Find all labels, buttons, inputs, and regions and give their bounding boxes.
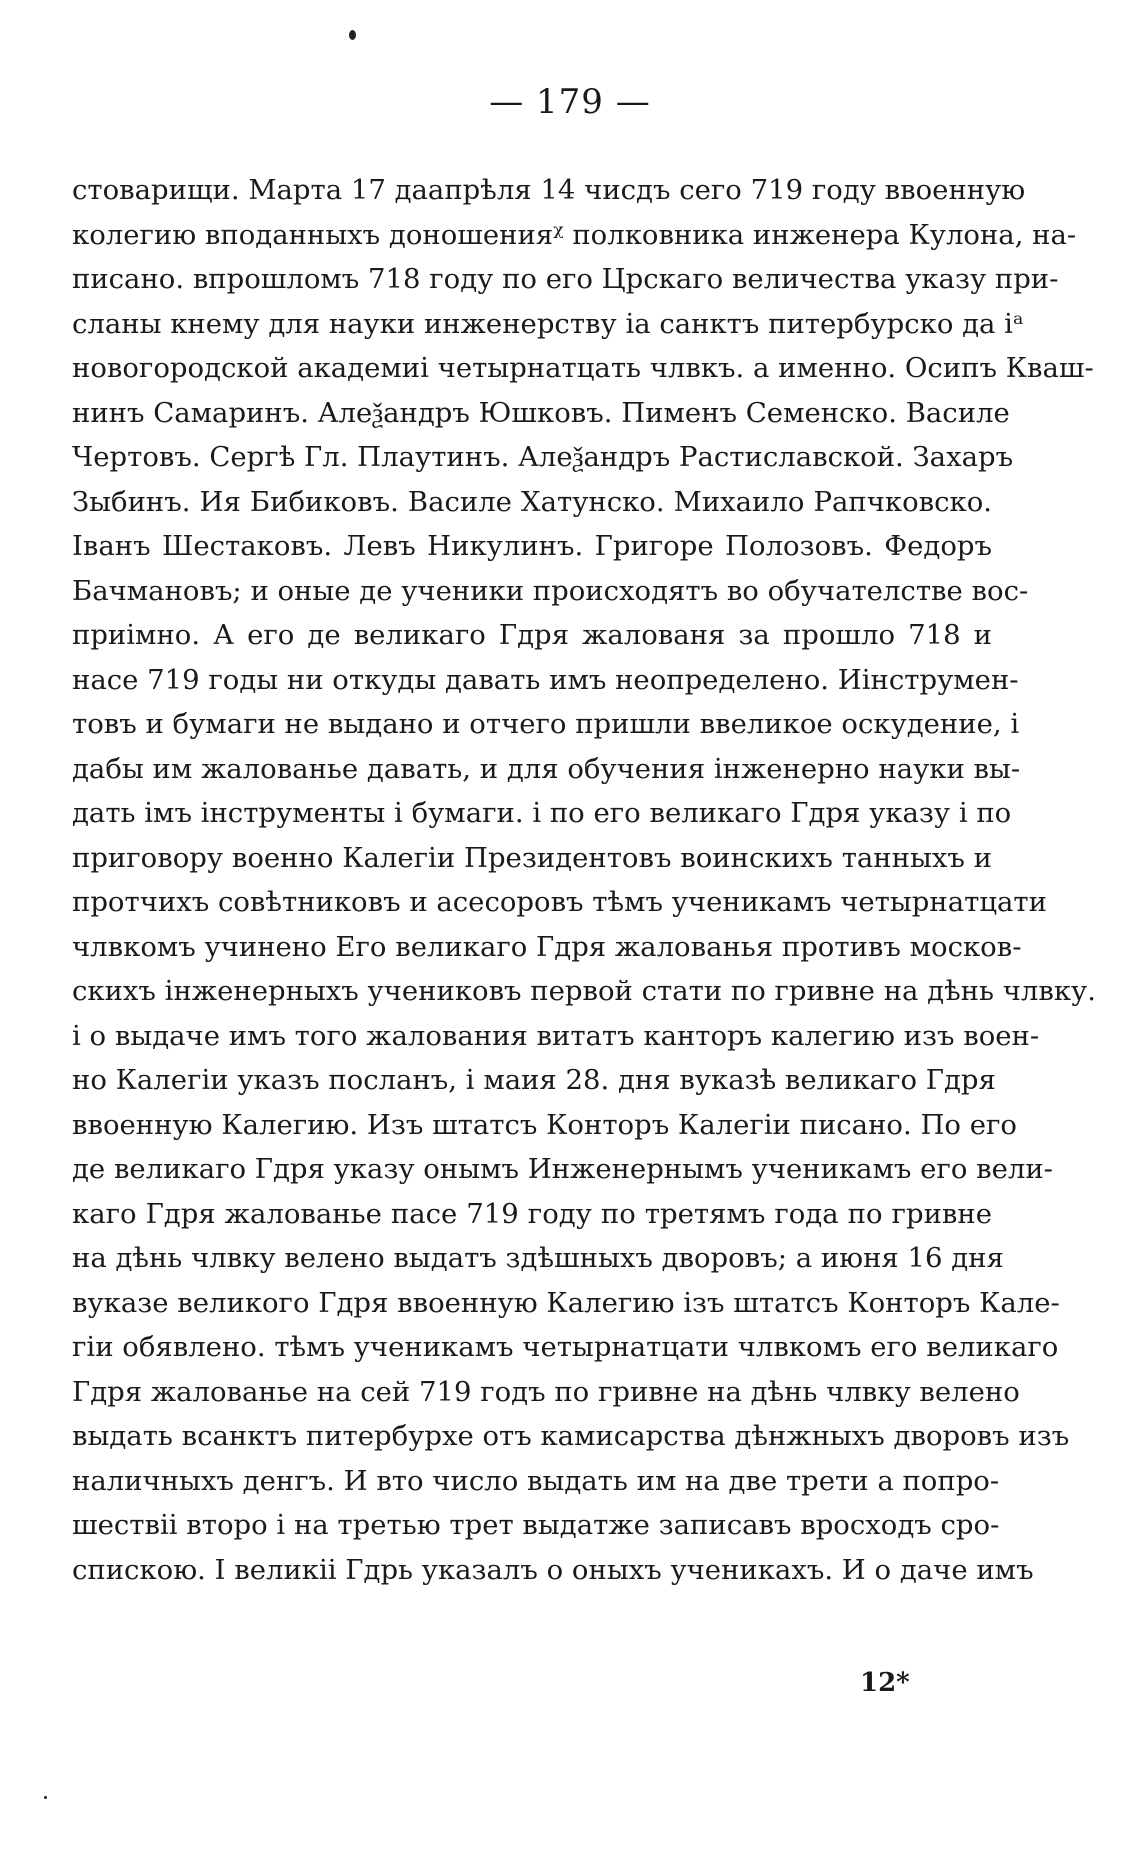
text-line: нинъ Самаринъ. Алеѯандръ Юшковъ. Пименъ Семенско. Василе — [72, 396, 1010, 429]
text-line: Гдря жалованье на сей 719 годъ по гривне на дѣнь члвку велено — [72, 1375, 1020, 1408]
text-line: насе 719 годы ни откуды давать имъ неопределено. Иiнструмен- — [72, 663, 1019, 696]
signature-mark: 12* — [860, 1668, 910, 1698]
text-line: Зыбинъ. Ия Бибиковъ. Василе Хатунско. Михаило Рапчковско. — [72, 485, 992, 518]
text-line: i о выдаче имъ того жалования витатъ канторъ калегию изъ воен- — [72, 1019, 1040, 1052]
text-line: Бачмановъ; и оные де ученики происходятъ во обучателстве вос- — [72, 574, 1029, 607]
text-line: колегию вподанныхъ доношенияᵡ полковника инженера Кулона, на- — [72, 218, 1077, 251]
text-line: скихъ iнженерныхъ учениковъ первой стати по гривне на дѣнь члвку. — [72, 975, 1096, 1007]
text-line: протчихъ совѣтниковъ и асесоровъ тѣмъ ученикамъ четырнатцати — [72, 886, 1047, 918]
text-line: де великаго Гдря указу онымъ Инженернымъ ученикамъ его вели- — [72, 1153, 1053, 1185]
text-line: Чертовъ. Сергѣ Гл. Плаутинъ. Алеѯандръ Растиславской. Захаръ — [72, 441, 1014, 473]
ink-speck — [349, 30, 356, 40]
text-line: на дѣнь члвку велено выдатъ здѣшныхъ дворовъ; а июня 16 дня — [72, 1242, 1004, 1274]
text-line: ввоенную Калегию. Изъ штатсъ Конторъ Калегiи писано. По его — [72, 1108, 1017, 1141]
text-line: вуказе великого Гдря ввоенную Калегию iзъ штатсъ Конторъ Кале- — [72, 1286, 1060, 1319]
text-line: каго Гдря жалованье пасе 719 году по третямъ года по гривне — [72, 1197, 992, 1230]
text-line: Iванъ Шестаковъ. Левъ Никулинъ. Григоре Полозовъ. Федоръ — [72, 530, 992, 562]
text-line: сланы кнему для науки инженерству ia санктъ питербурско да iᵃ — [72, 307, 1024, 340]
text-line: выдать всанктъ питербурхе отъ камисарства дѣнжныхъ дворовъ изъ — [72, 1420, 1070, 1452]
body-text — [72, 168, 1096, 1592]
text-line: приiмно. А его де великаго Гдря жалованя за прошло 718 и — [72, 619, 992, 651]
text-line: члвкомъ учинено Его великаго Гдря жалованья противъ москов- — [72, 930, 1022, 963]
text-line: товъ и бумаги не выдано и отчего пришли ввеликое оскудение, i — [72, 708, 1020, 740]
text-line: новогородской академиi четырнатцать члвкъ. а именно. Осипъ Кваш- — [72, 352, 1094, 384]
text-line: но Калегiи указъ посланъ, i маия 28. дня вуказѣ великаго Гдря — [72, 1064, 996, 1096]
text-line: спискою. I великii Гдрь указалъ о оныхъ ученикахъ. И о даче имъ — [72, 1553, 1034, 1586]
text-line: шествii второ i на третью трет выдатже записавъ вросходъ сро- — [72, 1509, 1000, 1541]
text-line: наличныхъ денгъ. И вто число выдать им на две трети а попро- — [72, 1464, 1000, 1497]
text-line: дабы им жалованье давать, и для обучения iнженерно науки вы- — [72, 752, 1021, 785]
text-line: гiи обявлено. тѣмъ ученикамъ четырнатцати члвкомъ его великаго — [72, 1331, 1059, 1363]
page-number: — 179 — — [489, 82, 651, 122]
text-line: дать iмъ iнструменты i бумаги. i по его великаго Гдря указу i по — [72, 797, 1012, 829]
ink-speck — [44, 1796, 47, 1799]
text-line: писано. впрошломъ 718 году по его Црскаго величества указу при- — [72, 263, 1059, 295]
text-line: стоварищи. Марта 17 даапрѣля 14 чисдъ сего 719 году ввоенную — [72, 174, 1026, 206]
text-line: приговору военно Калегiи Президентовъ воинскихъ танныхъ и — [72, 841, 992, 874]
